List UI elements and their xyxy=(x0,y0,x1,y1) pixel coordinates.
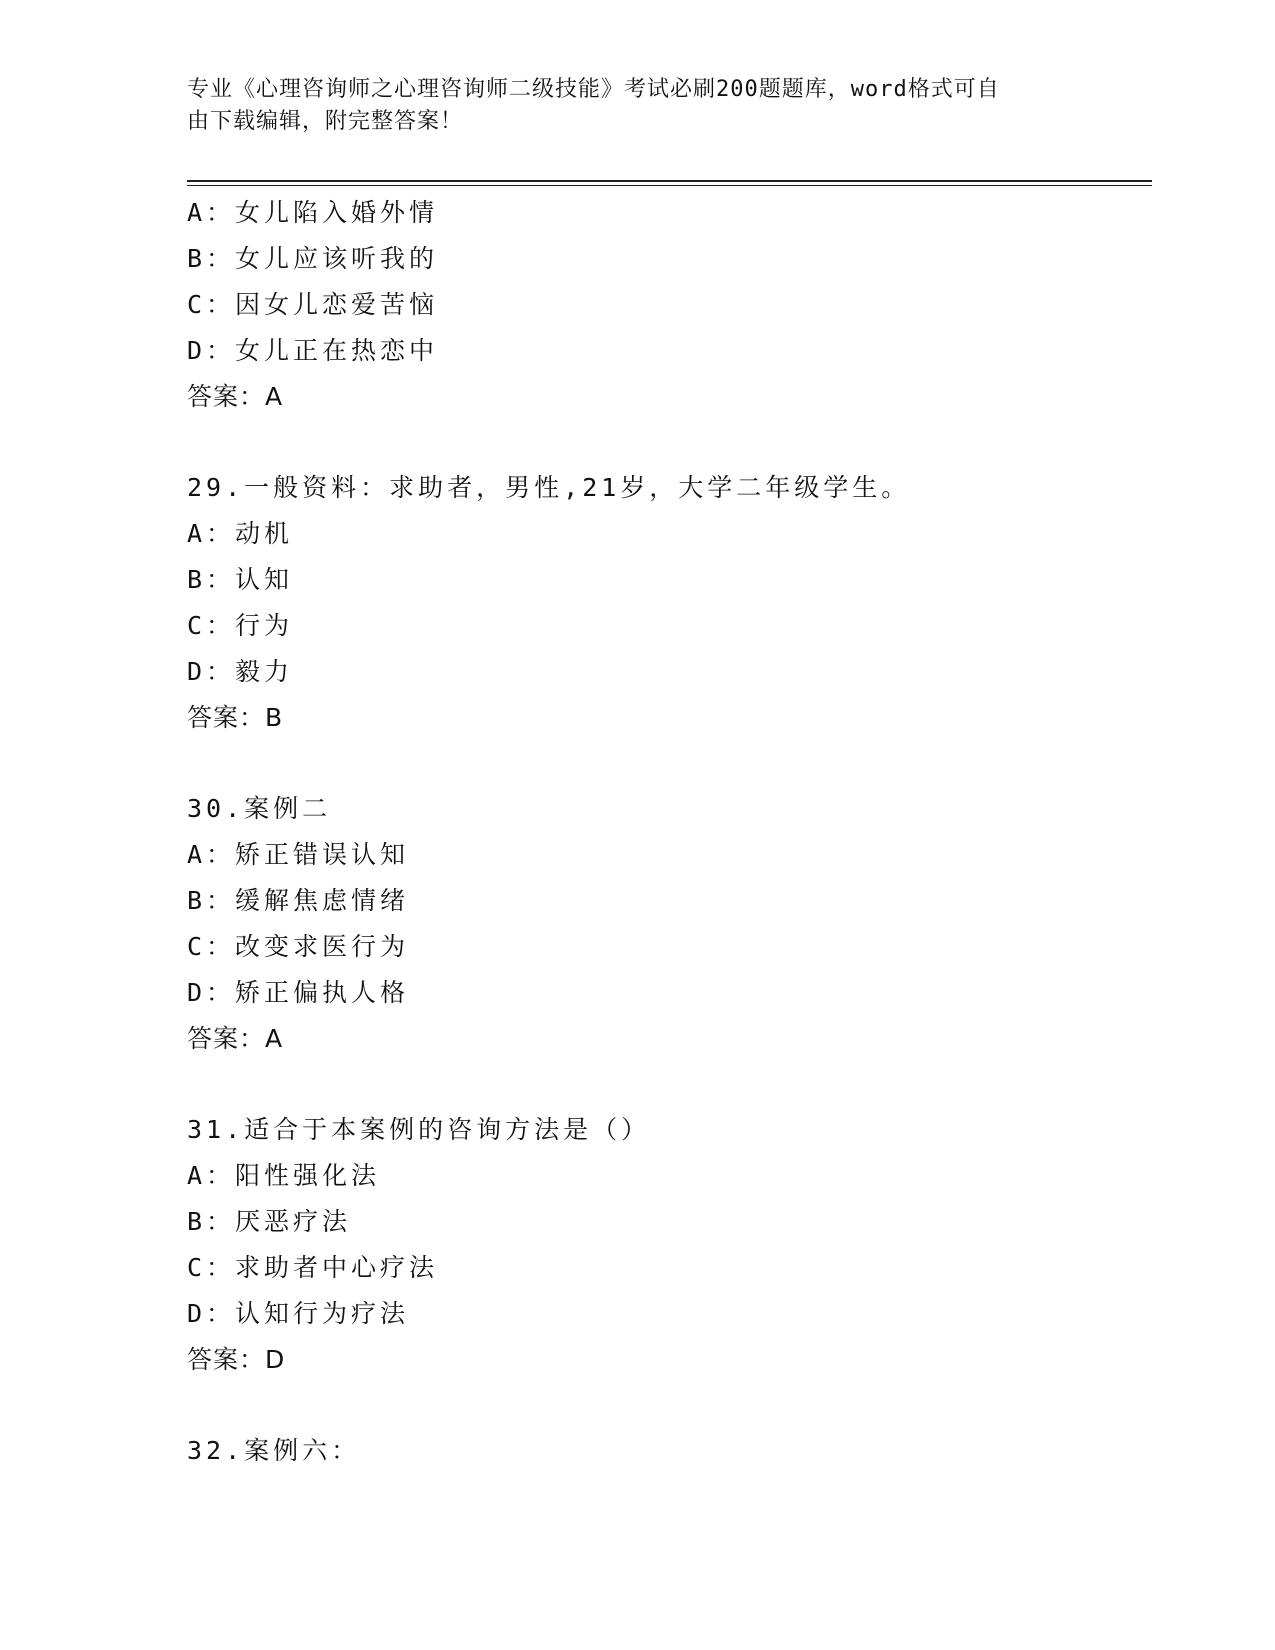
answer-label: 答案：A xyxy=(187,1024,284,1053)
option-a: A：动机 xyxy=(187,519,294,548)
option-d: D：认知行为疗法 xyxy=(187,1299,410,1328)
question-29 xyxy=(187,465,1152,741)
question-stem: 31.适合于本案例的咨询方法是（） xyxy=(187,1115,651,1144)
question-list xyxy=(187,190,1152,1474)
option-b: B：认知 xyxy=(187,565,294,594)
option-b: B：厌恶疗法 xyxy=(187,1207,352,1236)
option-a: A：矫正错误认知 xyxy=(187,840,410,869)
question-30 xyxy=(187,786,1152,1062)
question-28 xyxy=(187,190,1152,420)
spacer xyxy=(187,420,1152,465)
option-d: D：女儿正在热恋中 xyxy=(187,336,439,365)
header-divider-thin xyxy=(187,185,1152,186)
document-header xyxy=(187,74,1067,138)
option-b: B：缓解焦虑情绪 xyxy=(187,886,410,915)
option-a: A：阳性强化法 xyxy=(187,1161,381,1190)
spacer xyxy=(187,1062,1152,1107)
option-d: D：毅力 xyxy=(187,657,294,686)
header-title-line-1: 专业《心理咨询师之心理咨询师二级技能》考试必刷200题题库，word格式可自 xyxy=(187,77,1000,102)
header-title-line-2: 由下载编辑，附完整答案！ xyxy=(187,109,464,134)
question-31 xyxy=(187,1107,1152,1383)
spacer xyxy=(187,1383,1152,1428)
answer-label: 答案：D xyxy=(187,1345,286,1374)
answer-label: 答案：A xyxy=(187,382,284,411)
header-divider-thick xyxy=(187,180,1152,182)
question-stem: 30.案例二 xyxy=(187,794,332,823)
question-stem: 32.案例六： xyxy=(187,1436,361,1465)
answer-label: 答案：B xyxy=(187,703,284,732)
option-c: C：行为 xyxy=(187,611,294,640)
option-c: C：求助者中心疗法 xyxy=(187,1253,439,1282)
spacer xyxy=(187,741,1152,786)
option-c: C：因女儿恋爱苦恼 xyxy=(187,290,439,319)
option-d: D：矫正偏执人格 xyxy=(187,978,410,1007)
option-a: A：女儿陷入婚外情 xyxy=(187,198,439,227)
option-c: C：改变求医行为 xyxy=(187,932,410,961)
question-32 xyxy=(187,1428,1152,1474)
option-b: B：女儿应该听我的 xyxy=(187,244,439,273)
question-stem: 29.一般资料：求助者，男性,21岁，大学二年级学生。 xyxy=(187,473,911,502)
